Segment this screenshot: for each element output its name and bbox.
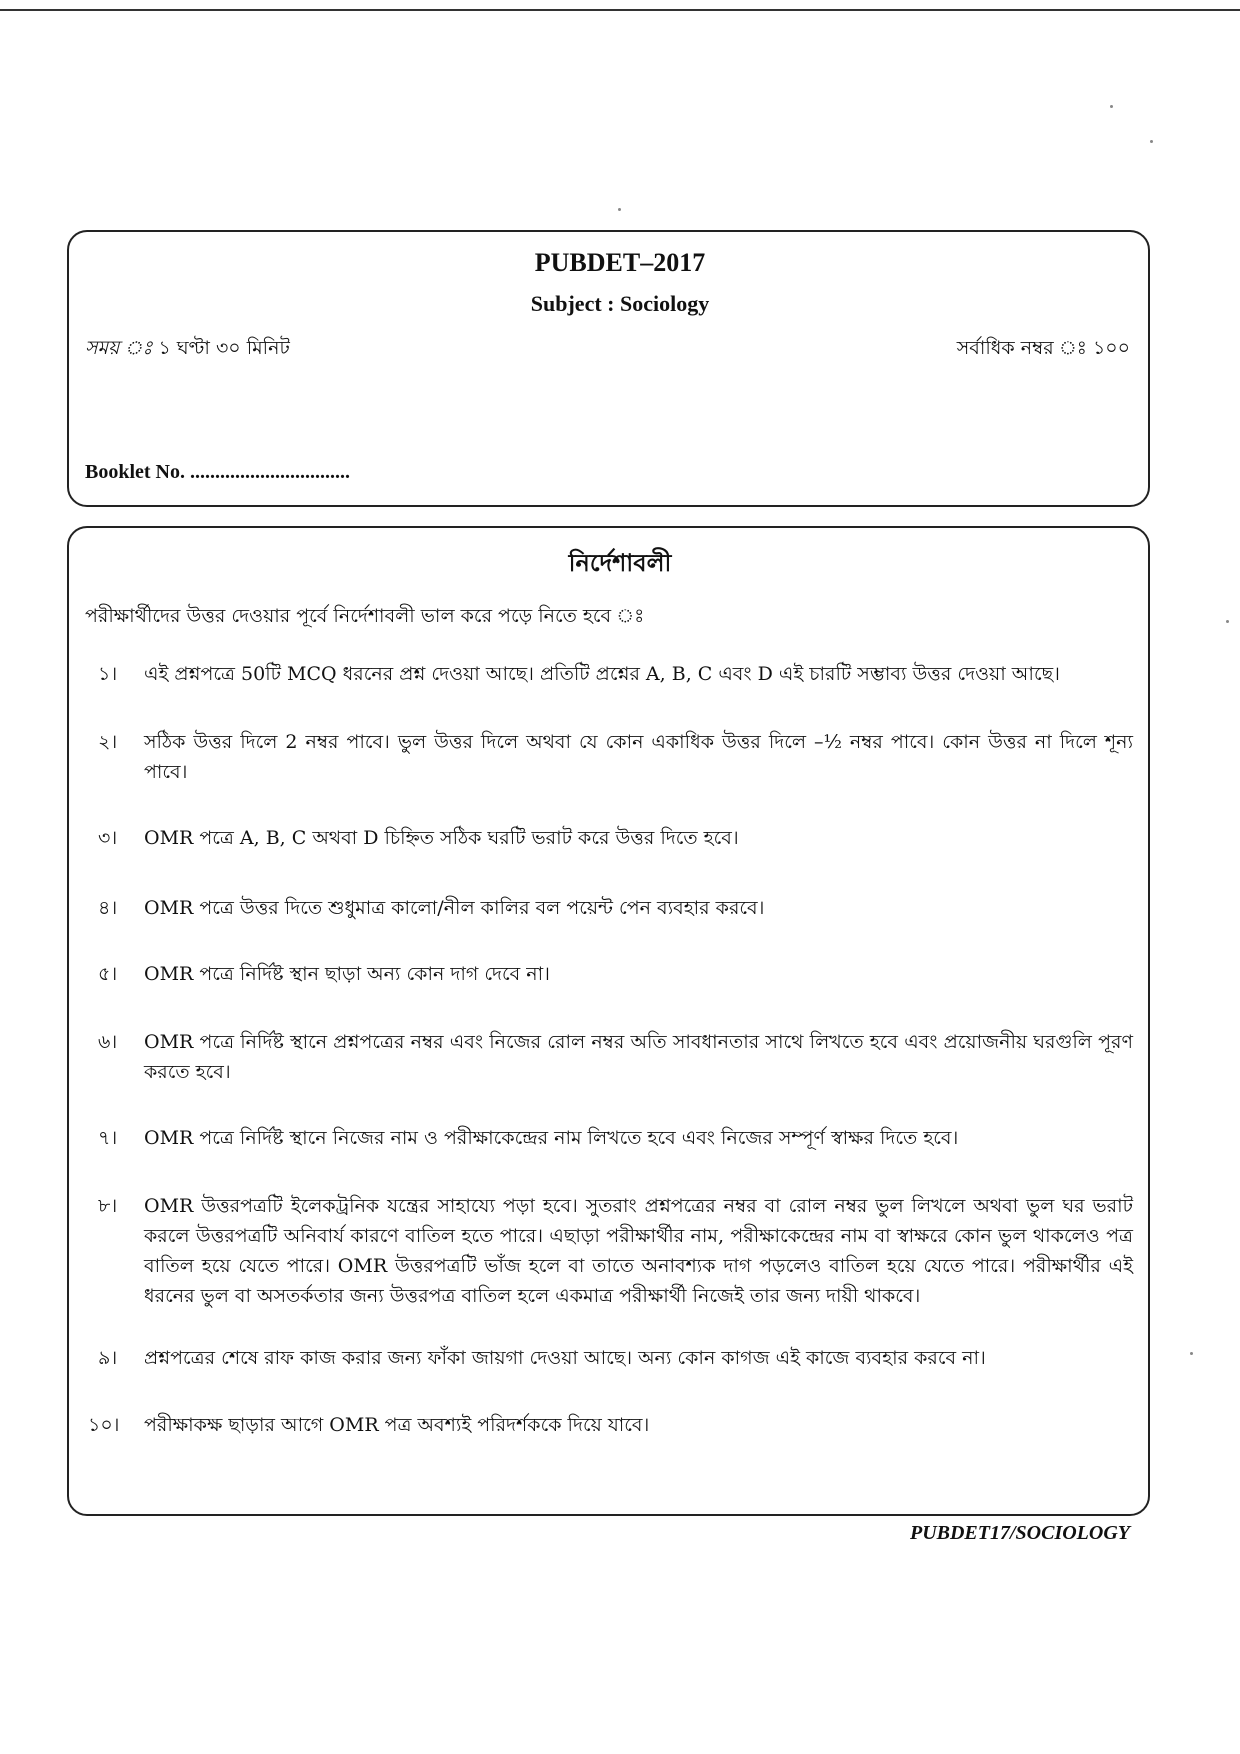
instruction-text: প্রশ্নপত্রের শেষে রাফ কাজ করার জন্য ফাঁকা জায়গা দেওয়া আছে। অন্য কোন কাগজ এই কাজে ব্যবহার করবে না। [144, 1347, 986, 1369]
instruction-number: ২। [98, 731, 118, 753]
scan-speck [1190, 1352, 1193, 1355]
instructions-intro: পরীক্ষার্থীদের উত্তর দেওয়ার পূর্বে নির্দেশাবলী ভাল করে পড়ে নিতে হবে ঃ [85, 605, 645, 627]
instruction-text: OMR পত্রে উত্তর দিতে শুধুমাত্র কালো/নীল কালির বল পয়েন্ট পেন ব্যবহার করবে। [144, 897, 765, 919]
instruction-item [98, 727, 1133, 787]
instruction-number: ১। [98, 663, 118, 685]
instruction-item [98, 1191, 1133, 1311]
instruction-item [98, 1123, 1133, 1153]
instruction-number: ৮। [98, 1195, 118, 1217]
instruction-item [88, 1410, 1133, 1440]
instruction-item [98, 659, 1133, 689]
duration [85, 334, 290, 366]
instruction-item [98, 893, 1133, 923]
scan-speck [618, 208, 621, 211]
instruction-number: ১০। [88, 1414, 120, 1436]
instruction-text: OMR উত্তরপত্রটি ইলেকট্রনিক যন্ত্রের সাহায্যে পড়া হবে। সুতরাং প্রশ্নপত্রের নম্বর বা রোল নম্বর ভুল লিখলে অথবা ভুল ঘর ভরাট করলে উত্তরপত্রটি অনিবার্য কারণে বাতিল হতে পারে। এছাড়া পরীক্ষার্থীর নাম, পরীক্ষাকেন্দ্রের নাম বা স্বাক্ষরে কোন ভুল থাকলেও পত্র বাতিল হয়ে যেতে পারে। OMR উত্তরপত্রটি ভাঁজ হলে বা তাতে অনাবশ্যক দাগ পড়লেও বাতিল হয়ে যেতে পারে। পরীক্ষার্থীর এই ধরনের ভুল বা অসতর্কতার জন্য উত্তরপত্র বাতিল হলে একমাত্র পরীক্ষার্থী নিজেই তার জন্য দায়ী থাকবে। [144, 1195, 1133, 1307]
instruction-number: ৬। [98, 1031, 118, 1053]
instruction-text: এই প্রশ্নপত্রে 50টি MCQ ধরনের প্রশ্ন দেওয়া আছে। প্রতিটি প্রশ্নের A, B, C এবং D এই চারটি সম্ভাব্য উত্তর দেওয়া আছে। [144, 663, 1060, 685]
instruction-item [98, 959, 1133, 989]
instruction-item [98, 1027, 1133, 1087]
duration-value: ১ ঘণ্টা ৩০ মিনিট [158, 337, 290, 359]
instructions-heading: নির্দেশাবলী [568, 548, 672, 577]
instruction-number: ৯। [98, 1347, 118, 1369]
subject-title: Subject : Sociology [530, 291, 710, 316]
scan-speck [1150, 140, 1153, 143]
instruction-number: ৫। [98, 963, 118, 985]
footer-code: PUBDET17/SOCIOLOGY [909, 1522, 1130, 1544]
scan-speck [1226, 620, 1229, 623]
duration-label: সময় ঃ [85, 337, 153, 359]
scan-speck [1110, 105, 1113, 108]
full-marks: সর্বাধিক নম্বর ঃ ১০০ [956, 337, 1130, 359]
instruction-number: ৭। [98, 1127, 118, 1149]
instruction-text: OMR পত্রে A, B, C অথবা D চিহ্নিত সঠিক ঘরটি ভরাট করে উত্তর দিতে হবে। [144, 827, 739, 849]
top-rule [0, 9, 1240, 11]
instruction-item [98, 823, 1133, 853]
booklet-number: Booklet No. ................................ [85, 461, 350, 483]
instruction-text: OMR পত্রে নির্দিষ্ট স্থানে নিজের নাম ও পরীক্ষাকেন্দ্রের নাম লিখতে হবে এবং নিজের সম্পূর্ণ স্বাক্ষর দিতে হবে। [144, 1127, 959, 1149]
instruction-text: পরীক্ষাকক্ষ ছাড়ার আগে OMR পত্র অবশ্যই পরিদর্শককে দিয়ে যাবে। [144, 1414, 650, 1436]
instruction-item [98, 1343, 1133, 1373]
instruction-number: ৩। [98, 827, 118, 849]
instruction-text: OMR পত্রে নির্দিষ্ট স্থান ছাড়া অন্য কোন দাগ দেবে না। [144, 963, 550, 985]
instruction-text: OMR পত্রে নির্দিষ্ট স্থানে প্রশ্নপত্রের নম্বর এবং নিজের রোল নম্বর অতি সাবধানতার সাথে লিখতে হবে এবং প্রয়োজনীয় ঘরগুলি পূরণ করতে হবে। [144, 1031, 1133, 1083]
instruction-text: সঠিক উত্তর দিলে 2 নম্বর পাবে। ভুল উত্তর দিলে অথবা যে কোন একাধিক উত্তর দিলে –½ নম্বর পাবে। কোন উত্তর না দিলে শূন্য পাবে। [144, 731, 1133, 783]
exam-title: PUBDET–2017 [534, 248, 706, 277]
instruction-number: ৪। [98, 897, 118, 919]
